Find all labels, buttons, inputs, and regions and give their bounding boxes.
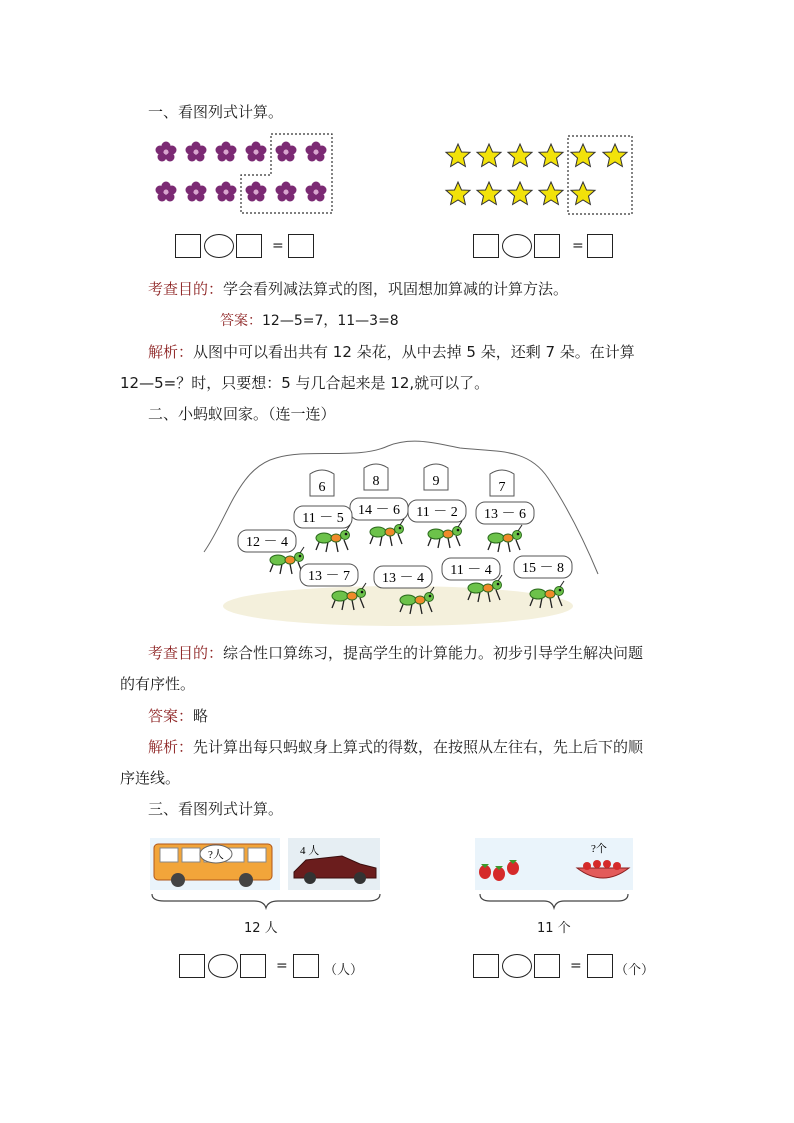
flower-figure: [150, 130, 340, 220]
ant-11-2: [408, 500, 466, 548]
ant-14-6: [350, 498, 408, 546]
brace-right: [478, 892, 630, 910]
total-left: 12 人: [244, 921, 278, 936]
purpose-line: [148, 279, 568, 299]
purpose-text: 综合性口算练习，提高学生的计算能力。初步引导学生解决问题: [223, 644, 644, 662]
answer-box-result[interactable]: [587, 234, 613, 258]
answer-box-result[interactable]: [288, 234, 314, 258]
ant-expression: 11 － 4: [450, 563, 492, 578]
section-3-title: 三、看图列式计算。: [148, 800, 284, 818]
answer-box-1[interactable]: [473, 954, 499, 978]
answer-box-2[interactable]: [236, 234, 262, 258]
answer-box-2[interactable]: [534, 234, 560, 258]
ant-12-4: [238, 530, 304, 574]
analysis-label: 解析：: [148, 738, 194, 756]
purpose-line-2: 的有序性。: [120, 675, 196, 693]
operator-oval-1[interactable]: [204, 234, 234, 258]
operator-oval-4[interactable]: [502, 954, 532, 978]
house-7-number: 7: [498, 480, 506, 495]
total-right: 11 个: [537, 921, 571, 936]
answer-box-2[interactable]: [534, 954, 560, 978]
ant-expression: 14 － 6: [358, 503, 400, 518]
ant-expression: 11 － 5: [302, 511, 344, 526]
house-9-number: 9: [432, 474, 440, 489]
analysis-line-1: [148, 342, 635, 362]
ant-11-5: [294, 506, 352, 552]
purpose-label: 考查目的：: [148, 644, 224, 662]
ant-expression: 13 － 4: [382, 571, 424, 586]
answer-label: 答案：: [148, 707, 194, 725]
answer-box-1[interactable]: [179, 954, 205, 978]
operator-oval-2[interactable]: [502, 234, 532, 258]
purpose-text: 学会看列减法算式的图，巩固想加算减的计算方法。: [223, 280, 569, 298]
brace-left: [150, 892, 382, 910]
equals-sign: =: [276, 958, 288, 974]
ant-home-figure: [198, 438, 603, 628]
answer-box-2[interactable]: [240, 954, 266, 978]
unit-left: （人）: [324, 963, 364, 978]
house-9: [424, 464, 448, 490]
bus-car-picture: [150, 838, 380, 890]
flower-row-top: [156, 142, 327, 162]
star-row-bottom: [446, 182, 595, 205]
car-tag: 4 人: [300, 845, 320, 857]
ant-expression: 12 － 4: [246, 535, 288, 550]
answer-box-result[interactable]: [587, 954, 613, 978]
ground: [223, 586, 573, 626]
answer-box-1[interactable]: [175, 234, 201, 258]
ant-expression: 15 － 8: [522, 561, 564, 576]
house-7: [490, 470, 514, 496]
house-8: [364, 464, 388, 490]
star-figure: [440, 130, 640, 220]
answer-box-1[interactable]: [473, 234, 499, 258]
analysis-text: 从图中可以看出共有 12 朵花，从中去掉 5 朵，还剩 7 朵。在计算: [193, 343, 635, 361]
answer-box-result[interactable]: [293, 954, 319, 978]
purpose-label: 考查目的：: [148, 280, 224, 298]
ant-13-6: [476, 502, 534, 552]
operator-oval-3[interactable]: [208, 954, 238, 978]
answer-text: 略: [193, 707, 209, 725]
answer-text: 12—5=7，11—3=8: [262, 313, 399, 329]
house-6: [310, 470, 334, 496]
ant-expression: 13 － 7: [308, 569, 350, 584]
analysis-label: 解析：: [148, 343, 194, 361]
answer-line: [220, 311, 399, 331]
section-2-title: 二、小蚂蚁回家。（连一连）: [148, 405, 336, 423]
equals-sign: =: [570, 958, 582, 974]
answer-label: 答案：: [220, 313, 262, 329]
ant-expression: 11 － 2: [416, 505, 458, 520]
analysis-text: 先计算出每只蚂蚁身上算式的得数，在按照从左往右，先上后下的顺: [193, 738, 644, 756]
house-8-number: 8: [372, 474, 380, 489]
ant-expression: 13 － 6: [484, 507, 526, 522]
unit-right: （个）: [615, 963, 655, 978]
equals-sign: =: [272, 238, 284, 254]
analysis-line-2: 序连线。: [120, 769, 181, 787]
star-row-top: [446, 144, 627, 167]
house-6-number: 6: [318, 480, 326, 495]
strawberry-picture: [475, 838, 633, 890]
analysis-line-2: 12—5=？时，只要想：5 与几合起来是 12,就可以了。: [120, 374, 490, 392]
answer-line: [148, 706, 208, 726]
bus-tag: ?人: [208, 849, 224, 861]
basket-tag: ?个: [591, 843, 607, 855]
section-1-title: 一、看图列式计算。: [148, 103, 284, 121]
equals-sign: =: [572, 238, 584, 254]
purpose-line: [148, 643, 643, 663]
analysis-line-1: [148, 737, 643, 757]
